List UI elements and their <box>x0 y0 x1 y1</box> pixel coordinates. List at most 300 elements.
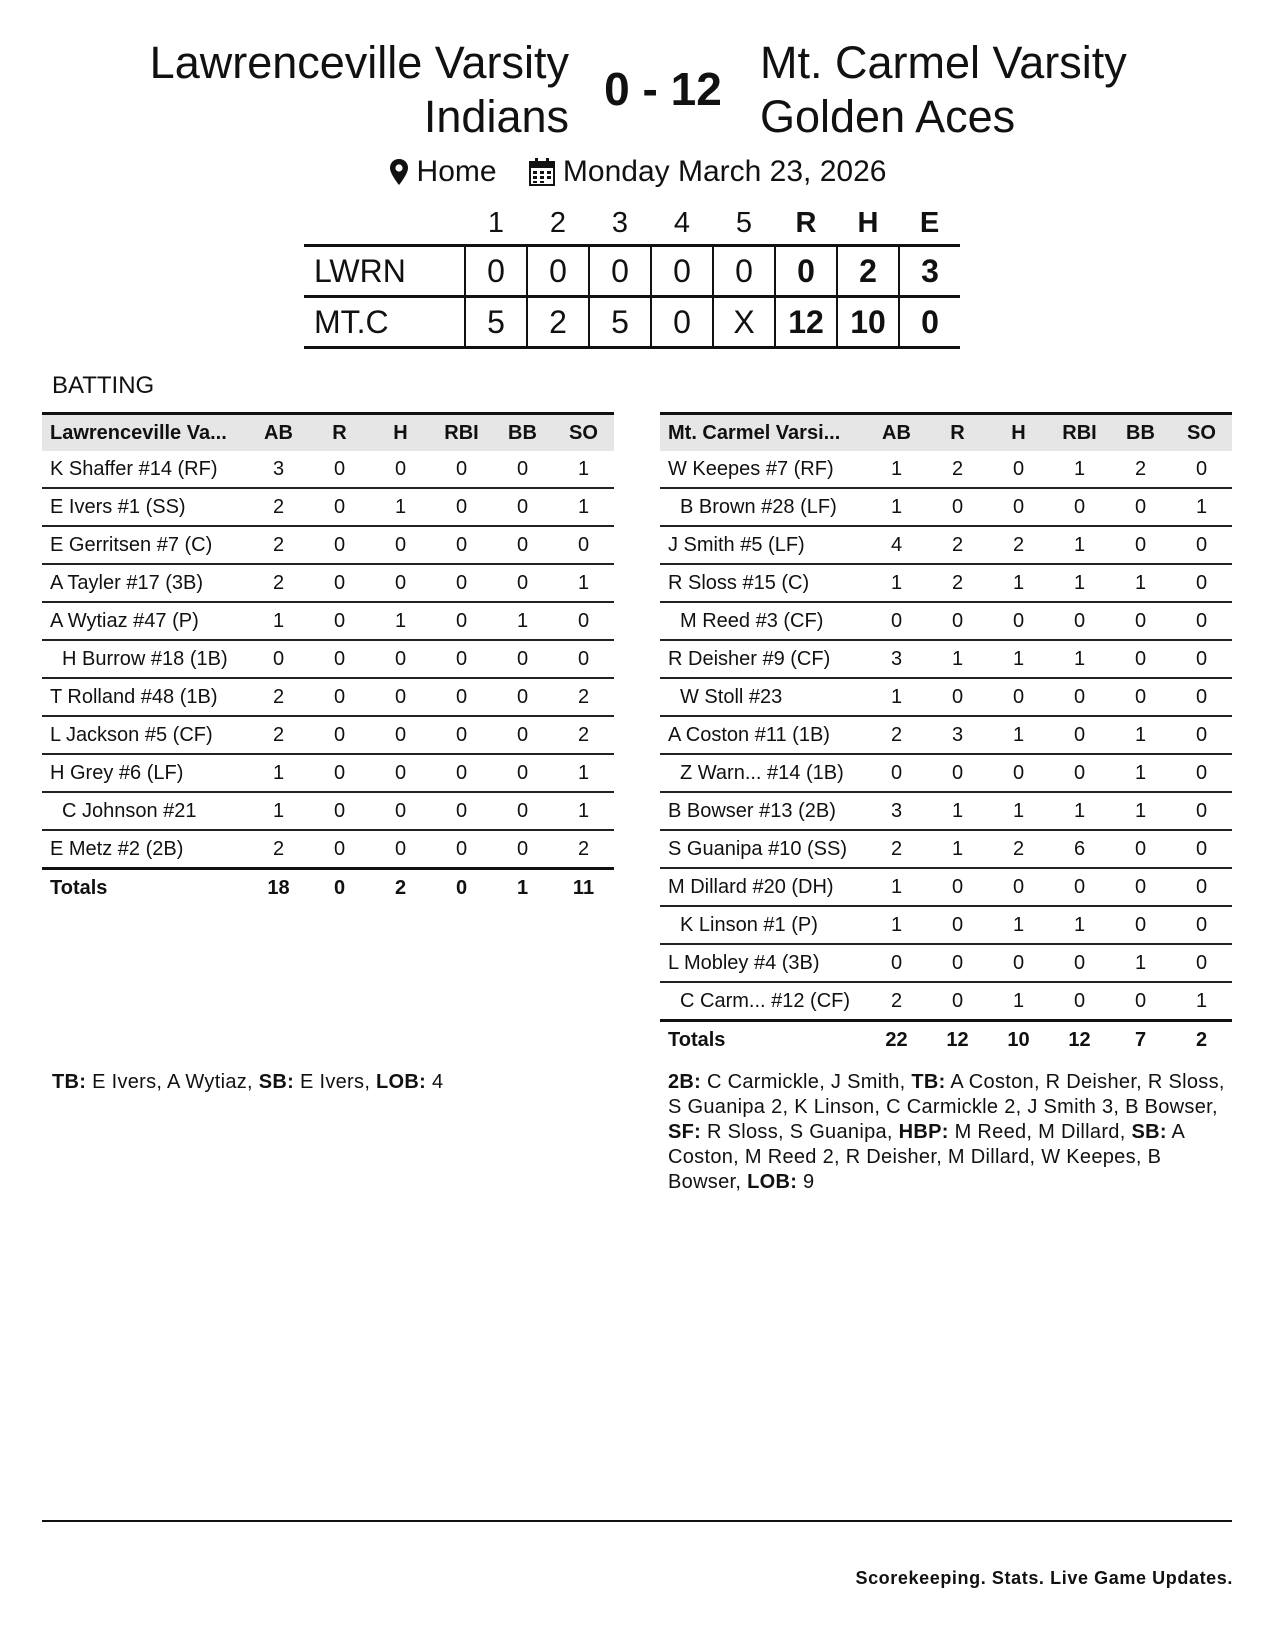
line-score-cell: 2 <box>527 297 589 348</box>
stat-cell: 1 <box>1049 792 1110 830</box>
note-label: TB: <box>52 1071 87 1093</box>
footer-tagline: Scorekeeping. Stats. Live Game Updates. <box>855 1568 1233 1588</box>
stat-cell: 3 <box>927 716 988 754</box>
note-text: A Coston, M Reed 2, R Deisher, M Dillard, W Keepes, B Bowser, <box>668 1121 1185 1193</box>
stat-cell: 0 <box>431 678 492 716</box>
home-team-name <box>760 36 1127 144</box>
player-name: H Burrow #18 (1B) <box>42 640 248 678</box>
inning-2-header: 2 <box>549 206 567 239</box>
total-cell: 18 <box>248 869 309 907</box>
stat-cell: 0 <box>370 754 431 792</box>
stat-cell: 2 <box>927 526 988 564</box>
totals-row <box>42 869 614 907</box>
stat-cell: 0 <box>1171 716 1232 754</box>
line-score-hits: 2 <box>837 246 899 297</box>
total-cell: 2 <box>370 869 431 907</box>
h-header: H <box>988 414 1049 452</box>
player-name: R Deisher #9 (CF) <box>660 640 866 678</box>
player-name: C Carm... #12 (CF) <box>660 982 866 1021</box>
stat-cell: 1 <box>370 488 431 526</box>
stat-cell: 0 <box>492 526 553 564</box>
home-team-line2: Golden Aces <box>760 91 1016 142</box>
stat-cell: 0 <box>1110 526 1171 564</box>
stat-cell: 2 <box>866 830 927 868</box>
line-score-cell: 0 <box>651 297 713 348</box>
ab-header: AB <box>866 414 927 452</box>
stat-cell: 2 <box>248 678 309 716</box>
stat-cell: 0 <box>492 640 553 678</box>
stat-cell: 0 <box>1110 640 1171 678</box>
stat-cell: 0 <box>370 526 431 564</box>
stat-cell: 1 <box>1049 526 1110 564</box>
player-name: A Tayler #17 (3B) <box>42 564 248 602</box>
home-team-line1: Mt. Carmel Varsity <box>760 37 1127 88</box>
stat-cell: 0 <box>248 640 309 678</box>
stat-cell: 2 <box>1110 451 1171 488</box>
note-text: R Sloss, S Guanipa, <box>701 1121 899 1143</box>
stat-cell: 0 <box>309 640 370 678</box>
stat-cell: 0 <box>1171 451 1232 488</box>
stat-cell: 0 <box>1171 678 1232 716</box>
stat-cell: 1 <box>866 868 927 906</box>
stat-cell: 0 <box>1110 906 1171 944</box>
stat-cell: 0 <box>1110 982 1171 1021</box>
stat-cell: 0 <box>370 830 431 869</box>
ab-header: AB <box>248 414 309 452</box>
player-row <box>660 716 1232 754</box>
player-row <box>660 868 1232 906</box>
stat-cell: 0 <box>431 564 492 602</box>
stat-cell: 1 <box>988 640 1049 678</box>
stat-cell: 2 <box>927 564 988 602</box>
note-text: C Carmickle, J Smith, <box>701 1071 912 1093</box>
stat-cell: 0 <box>927 868 988 906</box>
stat-cell: 0 <box>309 754 370 792</box>
stat-cell: 1 <box>866 451 927 488</box>
game-date <box>529 152 887 192</box>
stat-cell: 1 <box>988 906 1049 944</box>
stat-cell: 1 <box>1049 564 1110 602</box>
stat-cell: 1 <box>988 564 1049 602</box>
total-cell: 1 <box>492 869 553 907</box>
line-score-team-header <box>304 202 465 246</box>
stat-cell: 4 <box>866 526 927 564</box>
stat-cell: 1 <box>1171 982 1232 1021</box>
line-score-row-away <box>304 246 960 297</box>
stat-cell: 1 <box>553 792 614 830</box>
stat-cell: 0 <box>309 830 370 869</box>
player-name: E Gerritsen #7 (C) <box>42 526 248 564</box>
player-row <box>660 640 1232 678</box>
stat-cell: 0 <box>988 678 1049 716</box>
stat-cell: 0 <box>1049 716 1110 754</box>
note-label: TB: <box>911 1071 946 1093</box>
stat-cell: 2 <box>248 526 309 564</box>
rbi-header: RBI <box>431 414 492 452</box>
stat-cell: 1 <box>988 716 1049 754</box>
stat-cell: 0 <box>370 564 431 602</box>
stat-cell: 0 <box>431 754 492 792</box>
note-label: 2B: <box>668 1071 702 1093</box>
stat-cell: 1 <box>1049 640 1110 678</box>
stat-cell: 1 <box>248 754 309 792</box>
stat-cell: 0 <box>370 640 431 678</box>
bb-header: BB <box>492 414 553 452</box>
stat-cell: 0 <box>431 488 492 526</box>
stat-cell: 0 <box>927 906 988 944</box>
player-name: Z Warn... #14 (1B) <box>660 754 866 792</box>
total-cell: 12 <box>927 1021 988 1059</box>
player-row <box>660 792 1232 830</box>
rbi-header: RBI <box>1049 414 1110 452</box>
stat-cell: 0 <box>431 526 492 564</box>
stat-cell: 0 <box>988 944 1049 982</box>
note-text: E Ivers, A Wytiaz, <box>86 1071 259 1093</box>
stat-cell: 1 <box>988 792 1049 830</box>
hits-header: H <box>857 206 879 239</box>
stat-cell: 0 <box>309 602 370 640</box>
stat-cell: 0 <box>1049 678 1110 716</box>
away-team-name <box>150 36 569 144</box>
stat-cell: 0 <box>927 488 988 526</box>
so-header: SO <box>553 414 614 452</box>
stat-cell: 0 <box>1171 868 1232 906</box>
stat-cell: 0 <box>431 640 492 678</box>
runs-header: R <box>795 206 817 239</box>
line-score-row-home <box>304 297 960 348</box>
stat-cell: 0 <box>309 716 370 754</box>
stat-cell: 0 <box>927 754 988 792</box>
total-cell: 11 <box>553 869 614 907</box>
stat-cell: 2 <box>553 678 614 716</box>
stat-cell: 1 <box>927 792 988 830</box>
stat-cell: 0 <box>1049 982 1110 1021</box>
stat-cell: 2 <box>248 830 309 869</box>
total-cell: 7 <box>1110 1021 1171 1059</box>
note-label: SF: <box>668 1121 702 1143</box>
stat-cell: 0 <box>431 792 492 830</box>
stat-cell: 1 <box>927 640 988 678</box>
map-pin-icon <box>389 158 409 186</box>
line-score-cell: 5 <box>465 297 527 348</box>
player-row <box>42 830 614 869</box>
note-text: E Ivers, <box>294 1071 377 1093</box>
player-row <box>660 488 1232 526</box>
stat-cell: 0 <box>1110 868 1171 906</box>
footer-divider <box>42 1520 1232 1522</box>
stat-cell: 0 <box>309 488 370 526</box>
stat-cell: 0 <box>431 716 492 754</box>
home-batting-table <box>660 412 1232 1058</box>
player-name: W Keepes #7 (RF) <box>660 451 866 488</box>
date-text: Monday March 23, 2026 <box>562 155 887 188</box>
stat-cell: 0 <box>988 488 1049 526</box>
line-score-errors: 3 <box>899 246 960 297</box>
player-row <box>42 678 614 716</box>
r-header: R <box>309 414 370 452</box>
stat-cell: 0 <box>1171 564 1232 602</box>
total-cell: 0 <box>431 869 492 907</box>
stat-cell: 3 <box>866 640 927 678</box>
home-batting-notes <box>668 1070 1238 1195</box>
note-label: SB: <box>258 1071 295 1093</box>
line-score-cell: 5 <box>589 297 651 348</box>
player-row <box>660 754 1232 792</box>
stat-cell: 0 <box>1110 830 1171 868</box>
stat-cell: 0 <box>1110 488 1171 526</box>
stat-cell: 0 <box>1171 602 1232 640</box>
note-text: 9 <box>797 1171 815 1193</box>
stat-cell: 0 <box>1110 602 1171 640</box>
player-name: B Brown #28 (LF) <box>660 488 866 526</box>
stat-cell: 1 <box>1049 451 1110 488</box>
stat-cell: 2 <box>866 982 927 1021</box>
stat-cell: 0 <box>492 564 553 602</box>
player-row <box>660 602 1232 640</box>
stat-cell: 1 <box>553 451 614 488</box>
stat-cell: 0 <box>988 868 1049 906</box>
stat-cell: 0 <box>927 678 988 716</box>
game-header <box>0 36 1275 146</box>
note-label: HBP: <box>898 1121 949 1143</box>
stat-cell: 0 <box>492 716 553 754</box>
stat-cell: 1 <box>866 564 927 602</box>
player-name: A Coston #11 (1B) <box>660 716 866 754</box>
inning-1-header: 1 <box>487 206 505 239</box>
stat-cell: 3 <box>248 451 309 488</box>
stat-cell: 1 <box>370 602 431 640</box>
player-row <box>660 564 1232 602</box>
stat-cell: 2 <box>866 716 927 754</box>
stat-cell: 1 <box>1110 564 1171 602</box>
line-score-cell: 0 <box>713 246 775 297</box>
stat-cell: 0 <box>866 602 927 640</box>
line-score-cell: 0 <box>589 246 651 297</box>
total-cell: 22 <box>866 1021 927 1059</box>
stat-cell: 0 <box>553 602 614 640</box>
player-name: E Ivers #1 (SS) <box>42 488 248 526</box>
line-score-hits: 10 <box>837 297 899 348</box>
line-score-table <box>304 202 960 349</box>
stat-cell: 6 <box>1049 830 1110 868</box>
stat-cell: 1 <box>927 830 988 868</box>
player-name: C Johnson #21 <box>42 792 248 830</box>
stat-cell: 0 <box>431 451 492 488</box>
line-score-cell: 0 <box>527 246 589 297</box>
stat-cell: 0 <box>1049 868 1110 906</box>
stat-cell: 3 <box>866 792 927 830</box>
away-batting-table <box>42 412 614 906</box>
player-name: M Reed #3 (CF) <box>660 602 866 640</box>
player-row <box>42 451 614 488</box>
errors-header: E <box>919 206 940 239</box>
stat-cell: 1 <box>492 602 553 640</box>
note-label: SB: <box>1131 1121 1167 1143</box>
stat-cell: 0 <box>492 678 553 716</box>
player-row <box>42 640 614 678</box>
stat-cell: 0 <box>309 564 370 602</box>
player-row <box>660 830 1232 868</box>
batting-section-title: BATTING <box>52 372 155 399</box>
player-name: T Rolland #48 (1B) <box>42 678 248 716</box>
stat-cell: 2 <box>248 716 309 754</box>
home-team-column-header: Mt. Carmel Varsi... <box>660 414 866 452</box>
player-name: K Shaffer #14 (RF) <box>42 451 248 488</box>
stat-cell: 2 <box>248 488 309 526</box>
totals-row <box>660 1021 1232 1059</box>
line-score-cell: 0 <box>465 246 527 297</box>
player-name: S Guanipa #10 (SS) <box>660 830 866 868</box>
location-text: Home <box>416 155 497 188</box>
player-name: J Smith #5 (LF) <box>660 526 866 564</box>
stat-cell: 0 <box>309 678 370 716</box>
stat-cell: 0 <box>1171 944 1232 982</box>
totals-label: Totals <box>42 869 248 907</box>
bb-header: BB <box>1110 414 1171 452</box>
player-row <box>42 754 614 792</box>
player-row <box>660 944 1232 982</box>
line-score-runs: 12 <box>775 297 837 348</box>
stat-cell: 2 <box>553 830 614 869</box>
player-name: E Metz #2 (2B) <box>42 830 248 869</box>
away-team-column-header: Lawrenceville Va... <box>42 414 248 452</box>
note-text: A Coston, R Deisher, R Sloss, S Guanipa 2, K Linson, C Carmickle 2, J Smith 3, B Bowser, <box>668 1071 1225 1118</box>
stat-cell: 1 <box>248 602 309 640</box>
away-batting-notes <box>52 1070 612 1095</box>
line-score-header-row <box>304 202 960 246</box>
away-team-line1: Lawrenceville Varsity <box>149 37 569 88</box>
stat-cell: 0 <box>1171 906 1232 944</box>
inning-5-header: 5 <box>735 206 753 239</box>
r-header: R <box>927 414 988 452</box>
stat-cell: 1 <box>1110 716 1171 754</box>
stat-cell: 0 <box>927 944 988 982</box>
player-row <box>42 716 614 754</box>
stat-cell: 1 <box>1049 906 1110 944</box>
player-row <box>660 451 1232 488</box>
stat-cell: 0 <box>1110 678 1171 716</box>
stat-cell: 0 <box>492 488 553 526</box>
so-header: SO <box>1171 414 1232 452</box>
stat-cell: 0 <box>1171 640 1232 678</box>
player-name: M Dillard #20 (DH) <box>660 868 866 906</box>
stat-cell: 0 <box>988 451 1049 488</box>
stat-cell: 2 <box>553 716 614 754</box>
line-score-errors: 0 <box>899 297 960 348</box>
stat-cell: 1 <box>1110 792 1171 830</box>
stat-cell: 0 <box>492 830 553 869</box>
stat-cell: 0 <box>1049 944 1110 982</box>
final-score: 0 - 12 <box>604 63 722 115</box>
note-text: 4 <box>426 1071 444 1093</box>
stat-cell: 0 <box>431 602 492 640</box>
stat-cell: 2 <box>988 526 1049 564</box>
stat-cell: 0 <box>309 451 370 488</box>
stat-cell: 1 <box>1171 488 1232 526</box>
location <box>389 152 497 192</box>
stat-cell: 0 <box>370 792 431 830</box>
player-name: K Linson #1 (P) <box>660 906 866 944</box>
note-label: LOB: <box>376 1071 427 1093</box>
total-cell: 0 <box>309 869 370 907</box>
game-meta <box>0 152 1275 197</box>
stat-cell: 0 <box>1049 602 1110 640</box>
stat-cell: 0 <box>1171 830 1232 868</box>
stat-cell: 0 <box>988 754 1049 792</box>
player-row <box>42 792 614 830</box>
stat-cell: 1 <box>866 906 927 944</box>
player-name: A Wytiaz #47 (P) <box>42 602 248 640</box>
stat-cell: 1 <box>866 678 927 716</box>
calendar-icon <box>529 158 555 186</box>
totals-label: Totals <box>660 1021 866 1059</box>
stat-cell: 0 <box>1171 754 1232 792</box>
note-label: LOB: <box>747 1171 798 1193</box>
player-name: B Bowser #13 (2B) <box>660 792 866 830</box>
stat-cell: 2 <box>988 830 1049 868</box>
home-batting-header-row <box>660 414 1232 452</box>
inning-3-header: 3 <box>611 206 629 239</box>
player-row <box>42 488 614 526</box>
stat-cell: 1 <box>988 982 1049 1021</box>
away-team-line2: Indians <box>423 91 569 142</box>
stat-cell: 1 <box>248 792 309 830</box>
stat-cell: 0 <box>492 754 553 792</box>
stat-cell: 2 <box>248 564 309 602</box>
stat-cell: 1 <box>866 488 927 526</box>
note-text: M Reed, M Dillard, <box>948 1121 1132 1143</box>
line-score-team: LWRN <box>314 252 406 289</box>
stat-cell: 0 <box>370 716 431 754</box>
stat-cell: 0 <box>370 451 431 488</box>
stat-cell: 1 <box>1110 944 1171 982</box>
player-row <box>42 526 614 564</box>
player-name: H Grey #6 (LF) <box>42 754 248 792</box>
stat-cell: 0 <box>1049 488 1110 526</box>
stat-cell: 0 <box>1171 526 1232 564</box>
stat-cell: 0 <box>309 526 370 564</box>
total-cell: 10 <box>988 1021 1049 1059</box>
stat-cell: 0 <box>1049 754 1110 792</box>
stat-cell: 0 <box>927 602 988 640</box>
stat-cell: 0 <box>492 451 553 488</box>
stat-cell: 0 <box>492 792 553 830</box>
player-row <box>660 526 1232 564</box>
stat-cell: 0 <box>1171 792 1232 830</box>
inning-4-header: 4 <box>673 206 691 239</box>
stat-cell: 1 <box>553 754 614 792</box>
stat-cell: 1 <box>1110 754 1171 792</box>
stat-cell: 1 <box>553 488 614 526</box>
stat-cell: 0 <box>309 792 370 830</box>
player-row <box>42 564 614 602</box>
stat-cell: 0 <box>553 526 614 564</box>
player-row <box>660 906 1232 944</box>
stat-cell: 0 <box>866 944 927 982</box>
total-cell: 12 <box>1049 1021 1110 1059</box>
player-row <box>660 982 1232 1021</box>
player-name: R Sloss #15 (C) <box>660 564 866 602</box>
away-batting-header-row <box>42 414 614 452</box>
stat-cell: 0 <box>927 982 988 1021</box>
stat-cell: 0 <box>370 678 431 716</box>
stat-cell: 0 <box>431 830 492 869</box>
h-header: H <box>370 414 431 452</box>
line-score-cell: X <box>713 297 775 348</box>
line-score-runs: 0 <box>775 246 837 297</box>
player-name: W Stoll #23 <box>660 678 866 716</box>
stat-cell: 0 <box>988 602 1049 640</box>
